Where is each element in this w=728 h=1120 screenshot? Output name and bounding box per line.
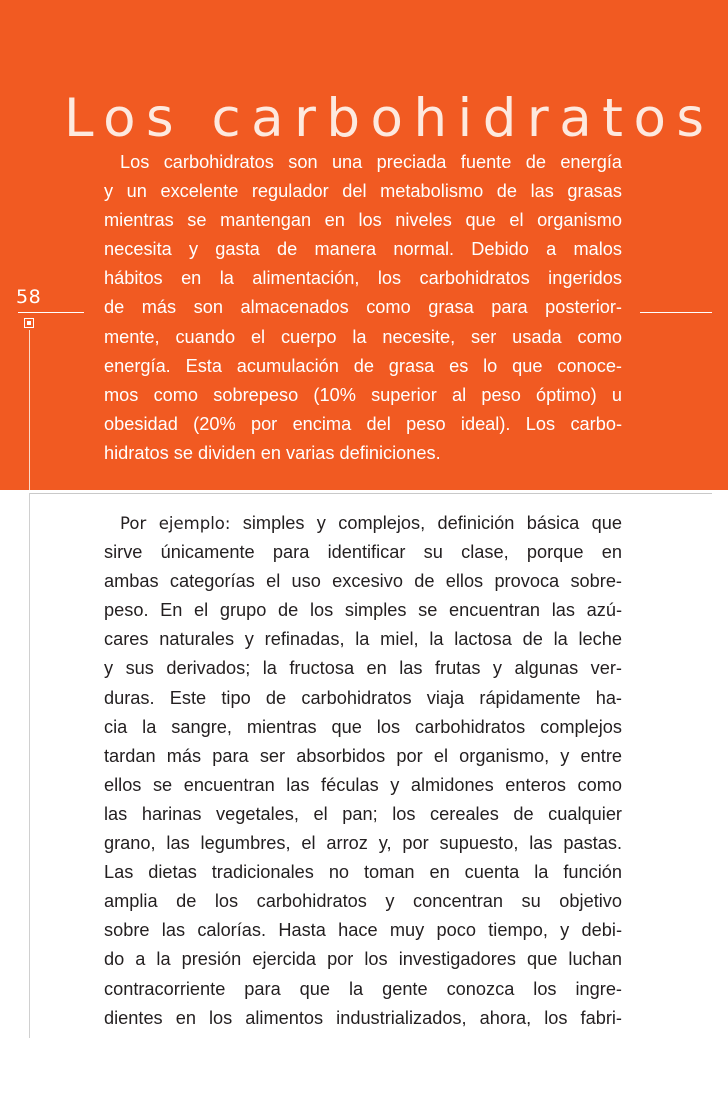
body-line: dientes en los alimentos industrializados, ahora, los fabri-	[104, 1007, 622, 1028]
intro-line: hábitos en la alimentación, los carbohidratos ingeridos	[104, 268, 622, 289]
intro-line: hidratos se dividen en varias definiciones.	[104, 442, 441, 463]
right-rule	[640, 312, 712, 313]
page-title: Los carbohidratos	[64, 87, 715, 149]
body-line: amplia de los carbohidratos y concentran su objetivo	[104, 891, 622, 912]
intro-line: y un excelente regulador del metabolismo de las grasas	[104, 181, 622, 202]
intro-line: mientras se mantengan en los niveles que el organismo	[104, 210, 622, 231]
intro-line: obesidad (20% por encima del peso ideal). Los carbo-	[104, 413, 622, 434]
body-line: sobre las calorías. Hasta hace muy poco tiempo, y debi-	[104, 920, 622, 941]
body-first-line	[104, 509, 622, 538]
body-line: cares naturales y refinadas, la miel, la lactosa de la leche	[104, 629, 622, 650]
intro-line: necesita y gasta de manera normal. Debido a malos	[104, 239, 622, 260]
margin-line-upper	[29, 330, 30, 490]
page-number: 58	[16, 286, 42, 308]
square-marker-icon	[24, 318, 34, 328]
margin-line-lower	[29, 493, 30, 1038]
left-rule	[18, 312, 84, 313]
intro-paragraph	[104, 148, 622, 468]
body-line: ellos se encuentran las féculas y almidones enteros como	[104, 774, 622, 795]
body-line: las harinas vegetales, el pan; los cereales de cualquier	[104, 803, 622, 824]
body-paragraph	[104, 509, 622, 1033]
body-line: duras. Este tipo de carbohidratos viaja rápidamente ha-	[104, 687, 622, 708]
intro-line: mos como sobrepeso (10% superior al peso óptimo) u	[104, 384, 622, 405]
body-line: cia la sangre, mientras que los carbohidratos complejos	[104, 716, 622, 737]
intro-line: Los carbohidratos son una preciada fuente de energía	[120, 152, 622, 172]
body-line: grano, las legumbres, el arroz y, por supuesto, las pastas.	[104, 833, 622, 854]
intro-line: de más son almacenados como grasa para posterior-	[104, 297, 622, 318]
lead-in-label: Por ejemplo:	[120, 514, 231, 533]
body-line: peso. En el grupo de los simples se encuentran las azú-	[104, 600, 622, 621]
body-line: tardan más para ser absorbidos por el organismo, y entre	[104, 745, 622, 766]
body-line: ambas categorías el uso excesivo de ellos provoca sobre-	[104, 571, 622, 592]
body-line: do a la presión ejercida por los investigadores que luchan	[104, 949, 622, 970]
body-line: Las dietas tradicionales no toman en cuenta la función	[104, 862, 622, 883]
section-divider	[29, 493, 712, 494]
body-first-line-text: simples y complejos, definición básica que	[230, 513, 622, 533]
body-line: contracorriente para que la gente conozca los ingre-	[104, 978, 622, 999]
body-line: y sus derivados; la fructosa en las frutas y algunas ver-	[104, 658, 622, 679]
intro-line: energía. Esta acumulación de grasa es lo que conoce-	[104, 355, 622, 376]
intro-line: mente, cuando el cuerpo la necesite, ser usada como	[104, 326, 622, 347]
body-line: sirve únicamente para identificar su clase, porque en	[104, 542, 622, 563]
